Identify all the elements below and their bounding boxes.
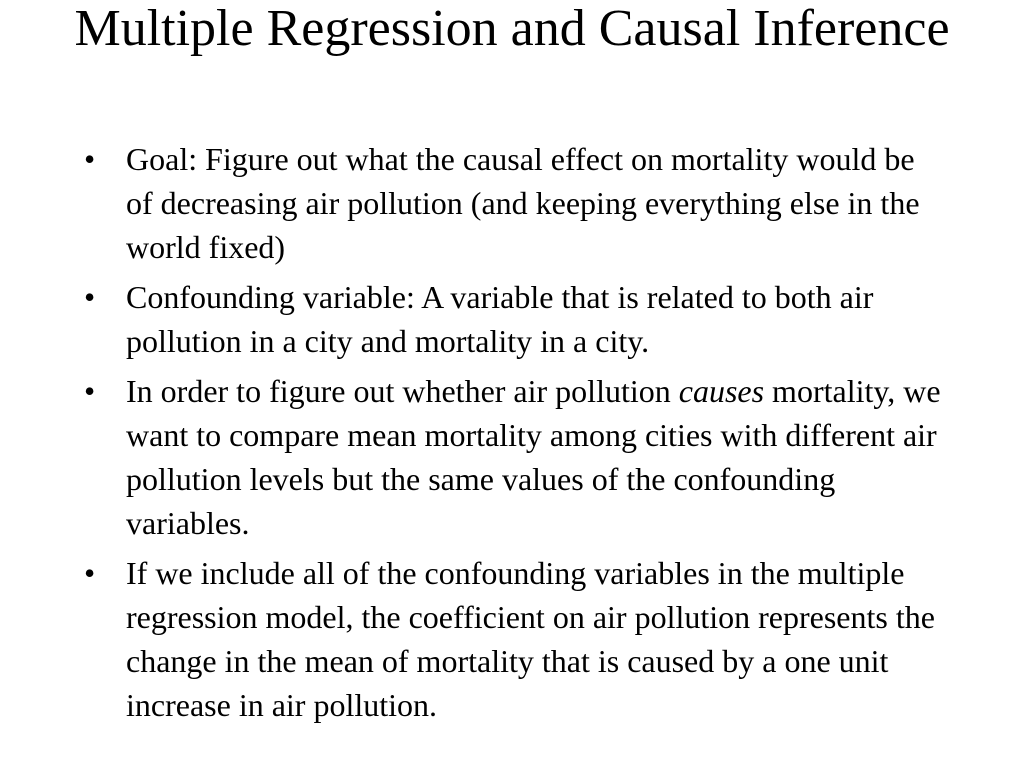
bullet-text: Confounding variable: A variable that is related to both air pollution in a city and mortality in a city. <box>126 279 874 359</box>
bullet-item-regression <box>84 551 944 727</box>
bullet-marker: • <box>84 141 96 177</box>
slide-title: Multiple Regression and Causal Inference <box>74 0 950 57</box>
bullet-emphasis: causes <box>678 373 765 409</box>
bullet-marker: • <box>84 373 96 409</box>
bullet-text: If we include all of the confounding variables in the multiple regression model, the coefficient on air pollution represents the change in the mean of mortality that is caused by a one unit increase in air pollution. <box>126 555 935 723</box>
bullet-text: Goal: Figure out what the causal effect on mortality would be of decreasing air pollution (and keeping everything else in the world fixed) <box>126 141 920 265</box>
bullet-list <box>84 137 944 733</box>
bullet-marker: • <box>84 279 96 315</box>
bullet-item-causes <box>84 369 944 545</box>
bullet-text-before: In order to figure out whether air pollution <box>126 373 679 409</box>
bullet-marker: • <box>84 555 96 591</box>
bullet-text-after: mortality, we want to compare mean mortality among cities with different air pollution levels but the same values of the confounding variables. <box>126 373 941 541</box>
bullet-item-goal <box>84 137 944 269</box>
bullet-item-confounding <box>84 275 944 363</box>
